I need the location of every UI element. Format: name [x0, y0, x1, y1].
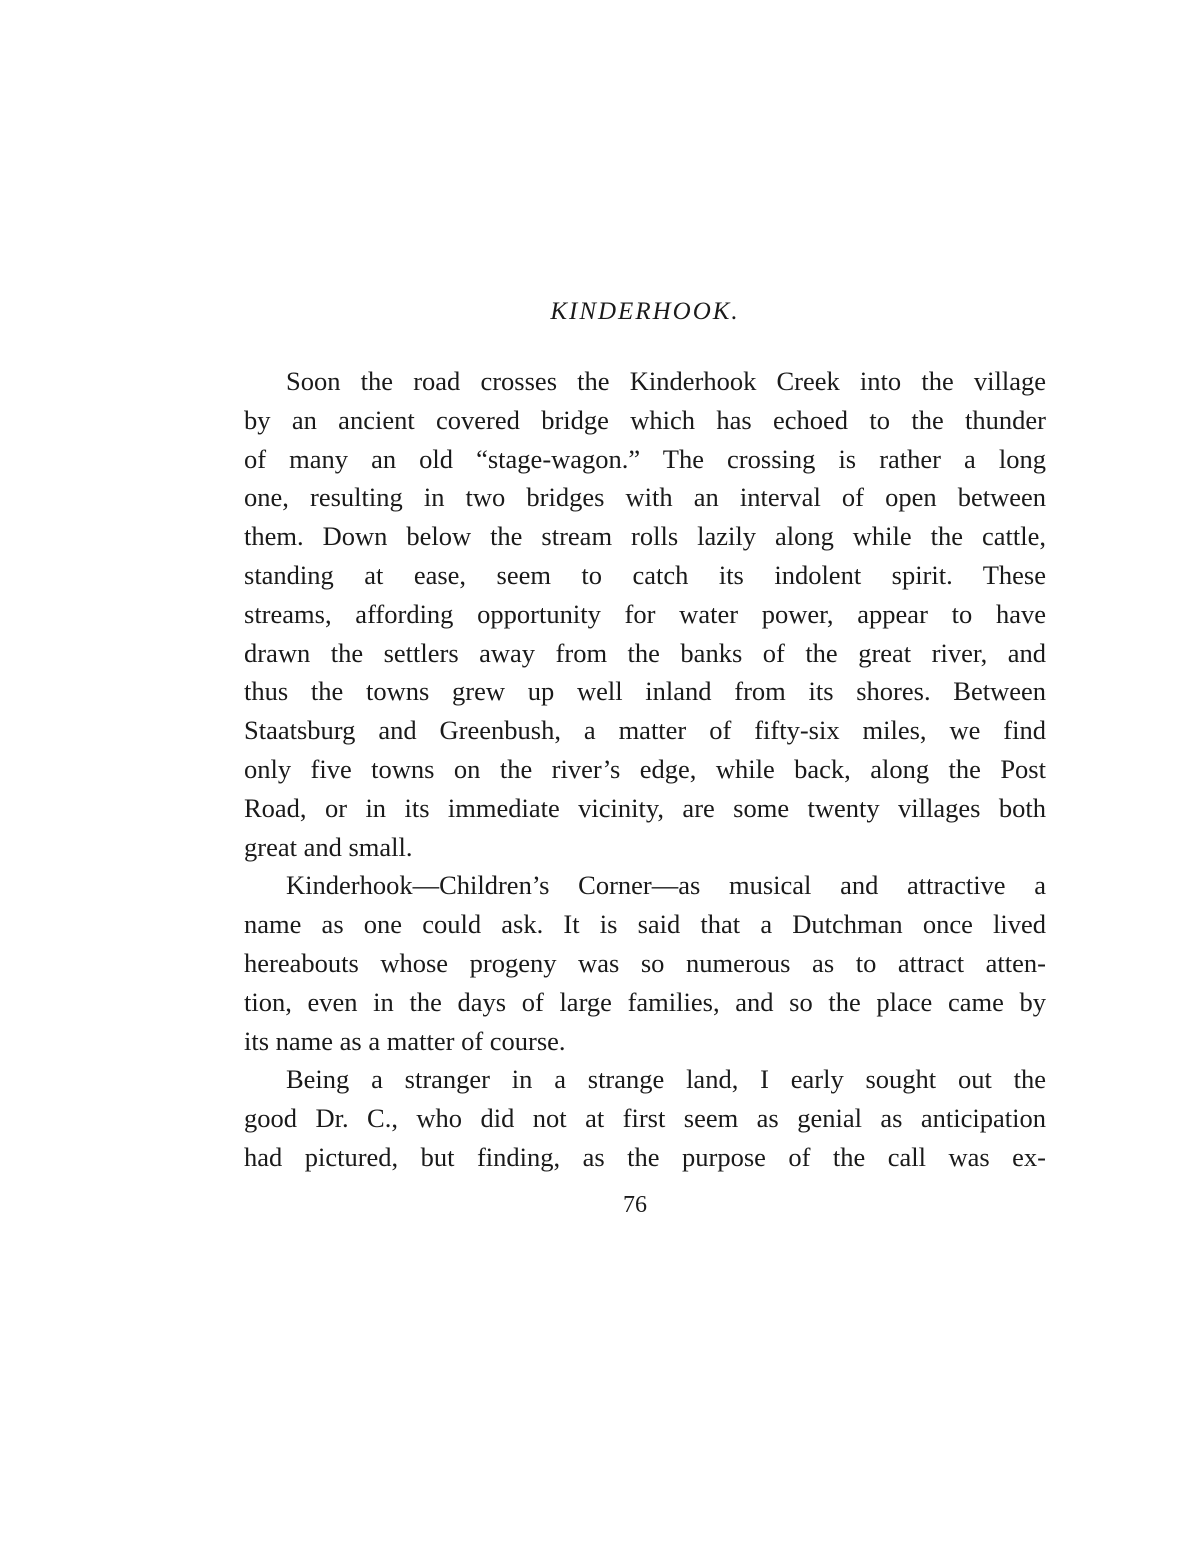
text-line: drawn the settlers away from the banks of the great river, and	[244, 637, 1046, 668]
text-line: by an ancient covered bridge which has echoed to the thunder	[244, 404, 1046, 435]
text-line: good Dr. C., who did not at first seem as genial as anticipation	[244, 1103, 1046, 1134]
text-line: only five towns on the river’s edge, while back, along the Post	[244, 754, 1046, 784]
text-line: had pictured, but finding, as the purpose of the call was ex-	[244, 1142, 1046, 1172]
page-number: 76	[623, 1192, 647, 1218]
text-line: one, resulting in two bridges with an interval of open between	[244, 482, 1046, 513]
text-line: hereabouts whose progeny was so numerous as to attract atten-	[244, 948, 1046, 978]
text-line: streams, affording opportunity for water power, appear to have	[244, 598, 1046, 629]
chapter-title: KINDERHOOK.	[550, 298, 740, 325]
text-line: Road, or in its immediate vicinity, are some twenty villages both	[244, 792, 1046, 823]
text-line: thus the towns grew up well inland from its shores. Between	[244, 676, 1046, 707]
text-line: great and small.	[244, 831, 413, 862]
text-line: Being a stranger in a strange land, I early sought out the	[286, 1064, 1046, 1095]
text-line: of many an old “stage-wagon.” The crossing is rather a long	[244, 443, 1046, 474]
text-line: Soon the road crosses the Kinderhook Creek into the village	[286, 366, 1046, 396]
text-line: its name as a matter of course.	[244, 1025, 566, 1056]
text-line: them. Down below the stream rolls lazily along while the cattle,	[244, 521, 1046, 552]
text-line: Staatsburg and Greenbush, a matter of fifty-six miles, we find	[244, 715, 1046, 746]
text-line: standing at ease, seem to catch its indolent spirit. These	[244, 560, 1046, 590]
text-line: name as one could ask. It is said that a Dutchman once lived	[244, 909, 1046, 940]
text-line: Kinderhook—Children’s Corner—as musical and attractive a	[286, 870, 1046, 901]
text-line: tion, even in the days of large families, and so the place came by	[244, 986, 1046, 1017]
